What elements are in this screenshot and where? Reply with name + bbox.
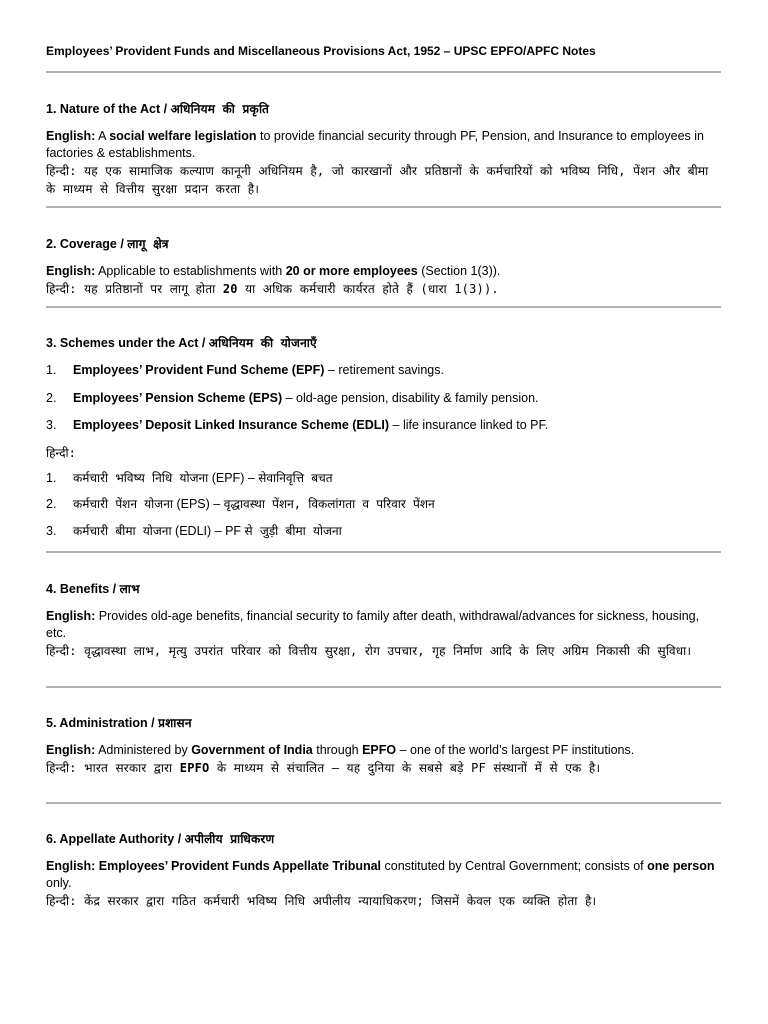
divider [46, 306, 721, 308]
section-heading: 4. Benefits / लाभ [46, 582, 140, 596]
scheme-list-item: 1. Employees’ Provident Fund Scheme (EPF) – retirement savings. [46, 363, 444, 377]
english-scheme-list [46, 362, 722, 434]
hindi-paragraph: हिन्दी: वृद्धावस्था लाभ, मृत्यु उपरांत परिवार को वित्तीय सुरक्षा, रोग उपचार, गृह निर्माण आदि के लिए अग्रिम निकासी की सुविधा। [46, 644, 692, 658]
list-number: 1. [46, 470, 57, 485]
english-paragraph: English: Provides old-age benefits, financial security to family after death, withdrawal/advances for sickness, housing, etc. [46, 609, 700, 640]
hindi-label: हिन्दी: [46, 445, 76, 460]
divider [46, 551, 721, 553]
scheme-list-item: 3. Employees’ Deposit Linked Insurance Scheme (EDLI) – life insurance linked to PF. [46, 418, 549, 432]
english-paragraph: English: Administered by Government of India through EPFO – one of the world’s largest PF institutions. [46, 743, 635, 757]
divider [46, 686, 721, 688]
hindi-paragraph: हिन्दी: यह प्रतिष्ठानों पर लागू होता 20 या अधिक कर्मचारी कार्यरत होते हैं (धारा 1(3)). [46, 282, 499, 296]
hindi-paragraph: हिन्दी: भारत सरकार द्वारा EPFO के माध्यम से संचालित – यह दुनिया के सबसे बड़े PF संस्थानों में से एक है। [46, 761, 601, 775]
list-number: 3. [46, 418, 57, 432]
section-coverage [46, 235, 722, 298]
section-heading: 2. Coverage / लागू क्षेत्र [46, 237, 169, 251]
section-schemes [46, 334, 722, 549]
document-title: Employees’ Provident Funds and Miscellaneous Provisions Act, 1952 – UPSC EPFO/APFC Notes [46, 44, 596, 58]
scheme-list-item: 3. कर्मचारी बीमा योजना (EDLI) – PF से जुड़ी बीमा योजना [46, 523, 342, 538]
english-paragraph: English: A social welfare legislation to provide financial security through PF, Pension, and Insurance to employees in factories & establishments. [46, 129, 704, 160]
section-heading: 3. Schemes under the Act / अधिनियम की योजनाएँ [46, 336, 317, 350]
hindi-scheme-list [46, 470, 722, 540]
list-number: 2. [46, 497, 57, 511]
list-number: 2. [46, 390, 57, 405]
divider [46, 206, 721, 208]
english-paragraph: English: Employees’ Provident Funds Appellate Tribunal constituted by Central Government; consists of one person only. [46, 859, 715, 890]
list-number: 1. [46, 363, 57, 377]
scheme-list-item: 1. कर्मचारी भविष्य निधि योजना (EPF) – सेवानिवृत्ति बचत [46, 470, 333, 485]
english-paragraph: English: Applicable to establishments with 20 or more employees (Section 1(3)). [46, 264, 501, 278]
section-heading: 1. Nature of the Act / अधिनियम की प्रकृति [46, 102, 270, 116]
scheme-list-item: 2. Employees’ Pension Scheme (EPS) – old-age pension, disability & family pension. [46, 390, 539, 405]
section-appellate-authority [46, 830, 722, 910]
section-benefits [46, 580, 722, 660]
divider [46, 71, 721, 73]
scheme-list-item: 2. कर्मचारी पेंशन योजना (EPS) – वृद्धावस्था पेंशन, विकलांगता व परिवार पेंशन [46, 497, 435, 511]
section-administration [46, 714, 722, 777]
list-number: 3. [46, 523, 57, 538]
hindi-paragraph: हिन्दी: यह एक सामाजिक कल्याण कानूनी अधिनियम है, जो कारखानों और प्रतिष्ठानों के कर्मचारियों को भविष्य निधि, पेंशन और बीमा के माध्यम से वित्तीय सुरक्षा प्रदान करता है। [46, 164, 709, 196]
section-heading: 5. Administration / प्रशासन [46, 716, 192, 730]
section-heading: 6. Appellate Authority / अपीलीय प्राधिकरण [46, 832, 275, 846]
divider [46, 802, 721, 804]
hindi-paragraph: हिन्दी: केंद्र सरकार द्वारा गठित कर्मचारी भविष्य निधि अपीलीय न्यायाधिकरण; जिसमें केवल एक व्यक्ति होता है। [46, 894, 597, 908]
section-nature [46, 100, 722, 198]
